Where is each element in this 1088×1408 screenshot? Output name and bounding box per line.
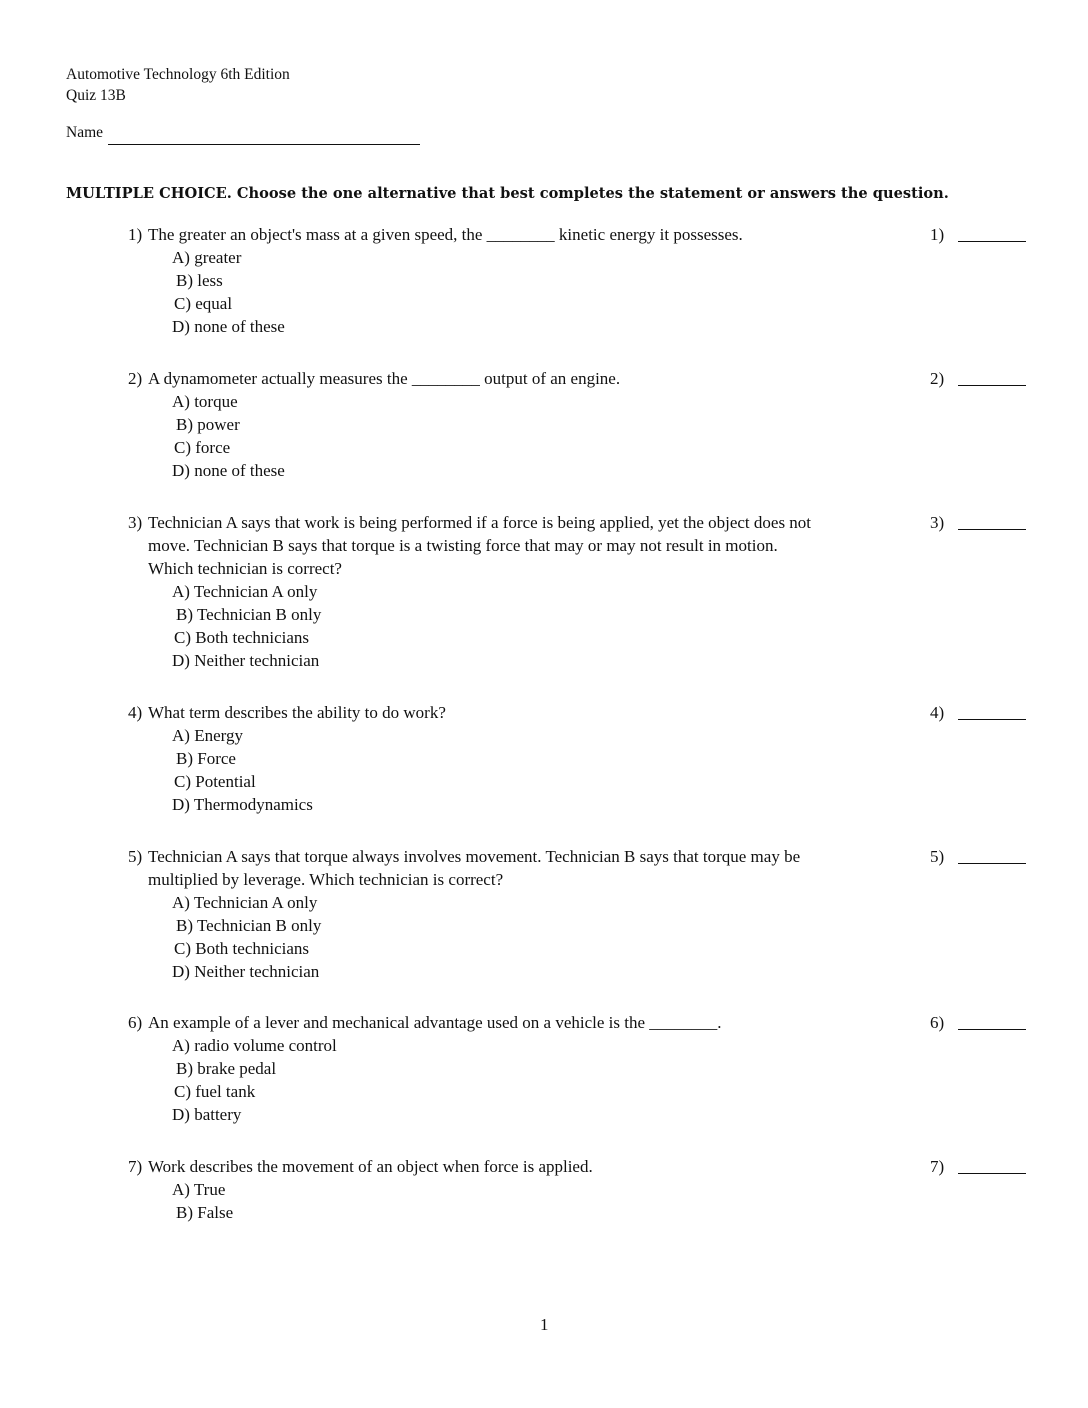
question-text-line <box>128 557 1088 580</box>
quiz-title: Quiz 13B <box>66 87 126 104</box>
question-text-line <box>128 534 1088 557</box>
question-5 <box>128 845 1088 983</box>
options <box>128 246 1088 338</box>
question-7 <box>128 1155 1088 1224</box>
question-4 <box>128 701 1088 816</box>
instructions: MULTIPLE CHOICE. Choose the one alternative that best completes the statement or answers the question. <box>66 185 949 202</box>
option[interactable]: D) Neither technician <box>172 962 320 981</box>
option[interactable]: C) Potential <box>174 772 256 791</box>
answer-blank[interactable] <box>958 385 1026 386</box>
option[interactable]: D) Thermodynamics <box>172 795 313 814</box>
question-number: 6) <box>128 1013 143 1032</box>
answer-number: 5) <box>930 847 945 866</box>
answer-number: 3) <box>930 513 945 532</box>
name-blank-line <box>108 144 420 145</box>
question-text: Technician A says that work is being performed if a force is being applied, yet the object does not <box>148 513 812 532</box>
option[interactable]: B) power <box>176 415 240 434</box>
answer-number: 6) <box>930 1013 945 1032</box>
options <box>128 1034 1088 1126</box>
answer-number: 2) <box>930 369 945 388</box>
page-number: 1 <box>540 1315 549 1334</box>
question-text: A dynamometer actually measures the ________ output of an engine. <box>148 369 621 388</box>
answer-blank[interactable] <box>958 1173 1026 1174</box>
option[interactable]: A) Technician A only <box>172 893 318 912</box>
question-3 <box>128 511 1088 672</box>
question-number: 1) <box>128 225 143 244</box>
question-text: An example of a lever and mechanical advantage used on a vehicle is the ________. <box>148 1013 722 1032</box>
option[interactable]: A) Technician A only <box>172 582 318 601</box>
option[interactable]: B) False <box>176 1203 234 1222</box>
course-title: Automotive Technology 6th Edition <box>66 66 290 83</box>
answer-blank[interactable] <box>958 529 1026 530</box>
question-text: multiplied by leverage. Which technician is correct? <box>148 870 504 889</box>
answer-blank[interactable] <box>958 719 1026 720</box>
name-label: Name <box>66 124 104 141</box>
question-number: 3) <box>128 513 143 532</box>
question-text: Work describes the movement of an object when force is applied. <box>148 1157 593 1176</box>
question-text: move. Technician B says that torque is a twisting force that may or may not result in motion. <box>148 536 778 555</box>
option[interactable]: A) torque <box>172 392 238 411</box>
question-text: The greater an object's mass at a given speed, the ________ kinetic energy it possesses. <box>148 225 743 244</box>
question-number: 7) <box>128 1157 143 1176</box>
question-number: 2) <box>128 369 143 388</box>
answer-blank[interactable] <box>958 241 1026 242</box>
options <box>128 724 1088 816</box>
option[interactable]: C) equal <box>174 294 233 313</box>
option[interactable]: B) Force <box>176 749 236 768</box>
answer-number: 4) <box>930 703 945 722</box>
option[interactable]: A) True <box>172 1180 226 1199</box>
answer-blank[interactable] <box>958 1029 1026 1030</box>
answer-number: 7) <box>930 1157 945 1176</box>
answer-blank[interactable] <box>958 863 1026 864</box>
option[interactable]: B) Technician B only <box>176 916 322 935</box>
option[interactable]: C) Both technicians <box>174 628 310 647</box>
option[interactable]: D) battery <box>172 1105 242 1124</box>
options <box>128 580 1088 672</box>
option[interactable]: C) force <box>174 438 231 457</box>
option[interactable]: D) none of these <box>172 317 285 336</box>
option[interactable]: A) Energy <box>172 726 243 745</box>
question-number: 4) <box>128 703 143 722</box>
question-text: Which technician is correct? <box>148 559 342 578</box>
option[interactable]: A) radio volume control <box>172 1036 337 1055</box>
question-text: What term describes the ability to do work? <box>148 703 446 722</box>
question-text: Technician A says that torque always involves movement. Technician B says that torque may be <box>148 847 801 866</box>
question-1 <box>128 223 1088 338</box>
option[interactable]: C) Both technicians <box>174 939 310 958</box>
question-text-line <box>128 868 1088 891</box>
question-2 <box>128 367 1088 482</box>
question-6 <box>128 1011 1088 1126</box>
option[interactable]: D) none of these <box>172 461 285 480</box>
option[interactable]: B) brake pedal <box>176 1059 277 1078</box>
option[interactable]: A) greater <box>172 248 242 267</box>
option[interactable]: B) less <box>176 271 223 290</box>
option[interactable]: C) fuel tank <box>174 1082 256 1101</box>
options <box>128 1178 1088 1224</box>
option[interactable]: D) Neither technician <box>172 651 320 670</box>
question-number: 5) <box>128 847 143 866</box>
options <box>128 891 1088 983</box>
option[interactable]: B) Technician B only <box>176 605 322 624</box>
answer-number: 1) <box>930 225 945 244</box>
options <box>128 390 1088 482</box>
